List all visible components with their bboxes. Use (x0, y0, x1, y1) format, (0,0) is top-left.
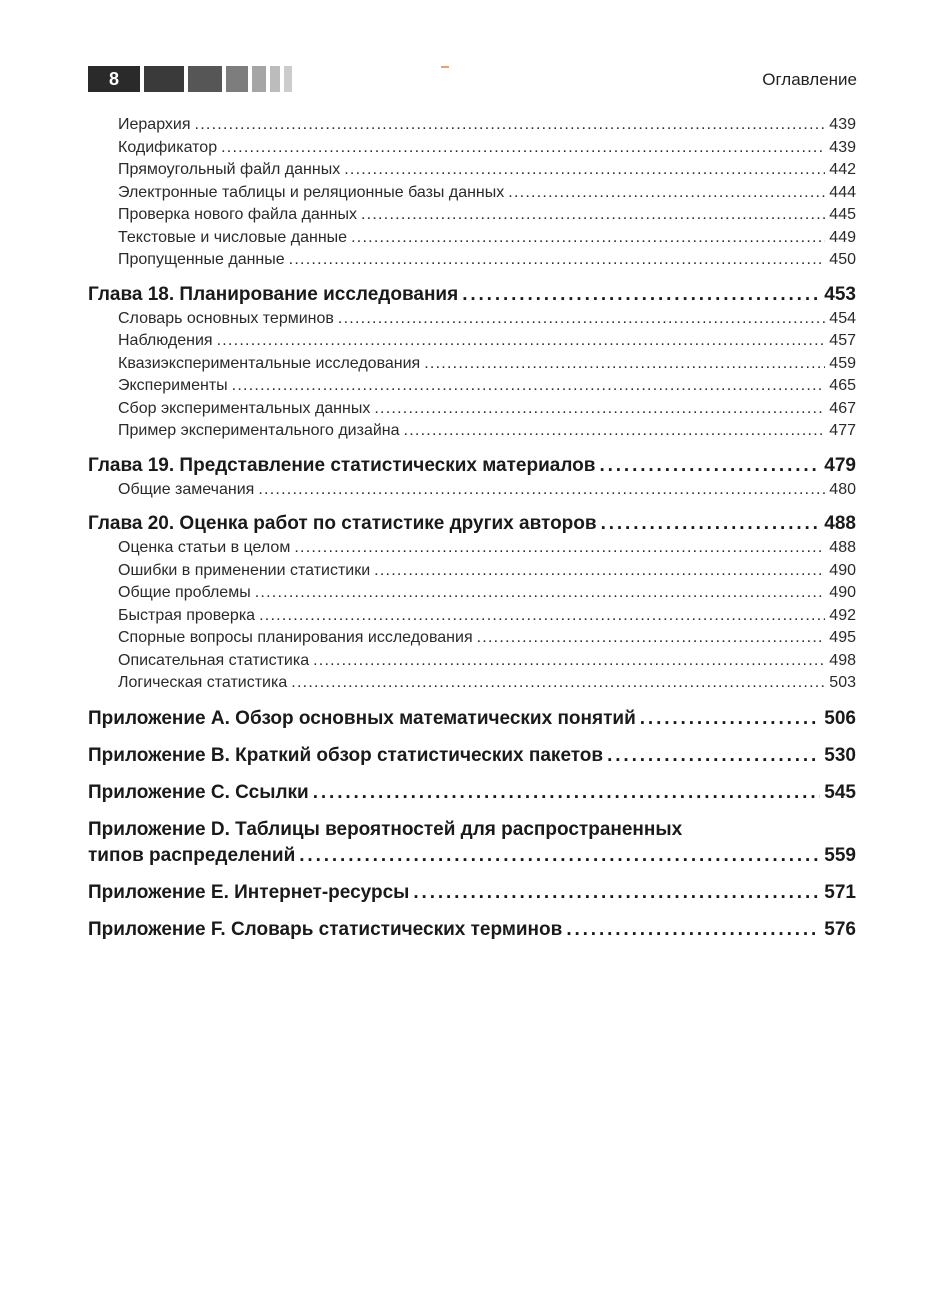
dot-leader (299, 843, 820, 869)
toc-section[interactable] (118, 182, 856, 205)
toc-appendix-c[interactable] (88, 780, 856, 806)
toc-appendix-f[interactable] (88, 917, 856, 943)
toc-appendix-page: 545 (824, 781, 856, 803)
dot-leader (462, 282, 820, 308)
toc-section[interactable] (118, 227, 856, 250)
toc-section-page: 457 (829, 332, 856, 349)
toc-section-page: 480 (829, 480, 856, 498)
orange-mark (441, 66, 449, 68)
toc-appendix-a[interactable] (88, 706, 856, 732)
toc-section[interactable] (118, 159, 856, 182)
toc-section-page: 495 (829, 629, 856, 646)
toc-section[interactable] (118, 308, 856, 331)
toc-section-title: Оценка статьи в целом (118, 539, 291, 556)
toc-chapter-19[interactable] (88, 453, 856, 479)
toc-appendix-b[interactable] (88, 743, 856, 769)
toc-section-page: 490 (829, 584, 856, 601)
toc-section-title: Проверка нового файла данных (118, 206, 357, 223)
toc-section[interactable] (118, 627, 856, 650)
toc-section-title: Ошибки в применении статистики (118, 561, 371, 579)
toc-section-page: 477 (829, 422, 856, 439)
table-of-contents (88, 114, 856, 943)
toc-section[interactable] (118, 582, 856, 605)
dot-leader (294, 537, 825, 560)
toc-section[interactable] (118, 420, 856, 443)
toc-appendix-title: Приложение B. Краткий обзор статистических пакетов (88, 744, 604, 766)
dot-leader (508, 182, 825, 205)
dot-leader (640, 706, 821, 732)
toc-section-page: 498 (829, 651, 856, 669)
toc-section-title: Логическая статистика (118, 674, 288, 691)
toc-chapter-20[interactable] (88, 511, 856, 537)
header-bar-5 (270, 66, 280, 92)
toc-section-page: 444 (829, 183, 856, 201)
dot-leader (259, 605, 825, 628)
toc-appendix-page: 559 (824, 844, 856, 866)
dot-leader (221, 137, 825, 160)
toc-section-title: Квазиэкспериментальные исследования (118, 354, 421, 372)
dot-leader (477, 627, 826, 650)
toc-section-page: 488 (829, 539, 856, 556)
dot-leader (258, 479, 825, 502)
toc-section-title: Иерархия (118, 116, 191, 133)
toc-section-page: 449 (829, 228, 856, 246)
page-header (0, 0, 945, 110)
header-bar-3 (226, 66, 248, 92)
toc-chapter-title: Глава 20. Оценка работ по статистике других авторов (88, 513, 597, 534)
toc-appendix-title-line1: Приложение D. Таблицы вероятностей для распространенных (88, 818, 683, 840)
toc-section-page: 439 (829, 116, 856, 133)
toc-section-page: 450 (829, 251, 856, 268)
toc-section[interactable] (118, 204, 856, 227)
toc-section[interactable] (118, 398, 856, 421)
toc-section[interactable] (118, 330, 856, 353)
toc-appendix-title: Приложение F. Словарь статистических терминов (88, 918, 563, 940)
toc-section-title: Прямоугольный файл данных (118, 161, 341, 178)
toc-section[interactable] (118, 650, 856, 673)
toc-section-page: 459 (829, 354, 856, 372)
toc-section[interactable] (118, 537, 856, 560)
toc-section[interactable] (118, 249, 856, 272)
toc-section-title: Быстрая проверка (118, 606, 256, 624)
dot-leader (374, 398, 825, 421)
toc-section-title: Текстовые и числовые данные (118, 228, 348, 246)
toc-section-title: Электронные таблицы и реляционные базы данных (118, 183, 505, 201)
dot-leader (424, 353, 825, 376)
dot-leader (361, 204, 825, 227)
toc-section[interactable] (118, 114, 856, 137)
toc-section[interactable] (118, 479, 856, 502)
dot-leader (232, 375, 826, 398)
page-number: 8 (88, 66, 140, 92)
toc-appendix-title: Приложение C. Ссылки (88, 781, 309, 803)
toc-chapter-title: Глава 19. Представление статистических материалов (88, 454, 596, 476)
dot-leader (289, 249, 826, 272)
toc-chapter-title: Глава 18. Планирование исследования (88, 283, 459, 305)
dot-leader (413, 880, 820, 906)
toc-section-title: Пропущенные данные (118, 251, 285, 268)
toc-section-title: Описательная статистика (118, 651, 310, 669)
dot-leader (344, 159, 825, 182)
toc-section-title: Словарь основных терминов (118, 309, 334, 327)
toc-section[interactable] (118, 137, 856, 160)
toc-appendix-page: 530 (824, 744, 856, 766)
dot-leader (313, 650, 825, 673)
dot-leader (607, 743, 820, 769)
toc-section-title: Общие проблемы (118, 584, 251, 601)
toc-chapter-page: 488 (824, 513, 856, 534)
dot-leader (404, 420, 826, 443)
dot-leader (601, 511, 821, 537)
dot-leader (313, 780, 821, 806)
header-bar-1 (144, 66, 184, 92)
toc-section-page: 465 (829, 377, 856, 394)
dot-leader (255, 582, 826, 605)
running-title: Оглавление (762, 70, 857, 89)
toc-section-page: 467 (829, 399, 856, 417)
toc-chapter-18[interactable] (88, 282, 856, 308)
toc-section-title: Общие замечания (118, 480, 255, 498)
toc-section[interactable] (118, 375, 856, 398)
header-bar-6 (284, 66, 292, 92)
toc-appendix-page: 576 (824, 918, 856, 940)
toc-section[interactable] (118, 560, 856, 583)
dot-leader (374, 560, 825, 583)
toc-section-title: Сбор экспериментальных данных (118, 399, 371, 417)
toc-appendix-title: Приложение A. Обзор основных математических понятий (88, 707, 636, 729)
toc-appendix-page: 571 (824, 881, 856, 903)
toc-section-page: 454 (829, 309, 856, 327)
toc-chapter-page: 453 (824, 283, 856, 305)
dot-leader (351, 227, 825, 250)
toc-appendix-title-line2: типов распределений (88, 844, 296, 866)
toc-appendix-d[interactable] (88, 817, 856, 869)
toc-chapter-page: 479 (824, 454, 856, 476)
toc-section-page: 439 (829, 138, 856, 156)
toc-section-title: Пример экспериментального дизайна (118, 422, 400, 439)
toc-section-title: Эксперименты (118, 377, 228, 394)
dot-leader (599, 453, 820, 479)
dot-leader (338, 308, 825, 331)
toc-section-page: 445 (829, 206, 856, 223)
dot-leader (566, 917, 820, 943)
toc-section[interactable] (118, 605, 856, 628)
toc-section[interactable] (118, 672, 856, 695)
dot-leader (195, 114, 826, 137)
toc-section[interactable] (118, 353, 856, 376)
toc-section-page: 490 (829, 561, 856, 579)
toc-appendix-page: 506 (824, 707, 856, 729)
toc-section-page: 442 (829, 161, 856, 178)
toc-section-page: 492 (829, 606, 856, 624)
toc-appendix-title: Приложение E. Интернет-ресурсы (88, 881, 410, 903)
toc-section-title: Кодификатор (118, 138, 218, 156)
dot-leader (291, 672, 825, 695)
toc-section-title: Наблюдения (118, 332, 213, 349)
dot-leader (217, 330, 826, 353)
header-bar-4 (252, 66, 266, 92)
header-bar-2 (188, 66, 222, 92)
toc-section-page: 503 (829, 674, 856, 691)
toc-section-title: Спорные вопросы планирования исследования (118, 629, 473, 646)
toc-appendix-e[interactable] (88, 880, 856, 906)
